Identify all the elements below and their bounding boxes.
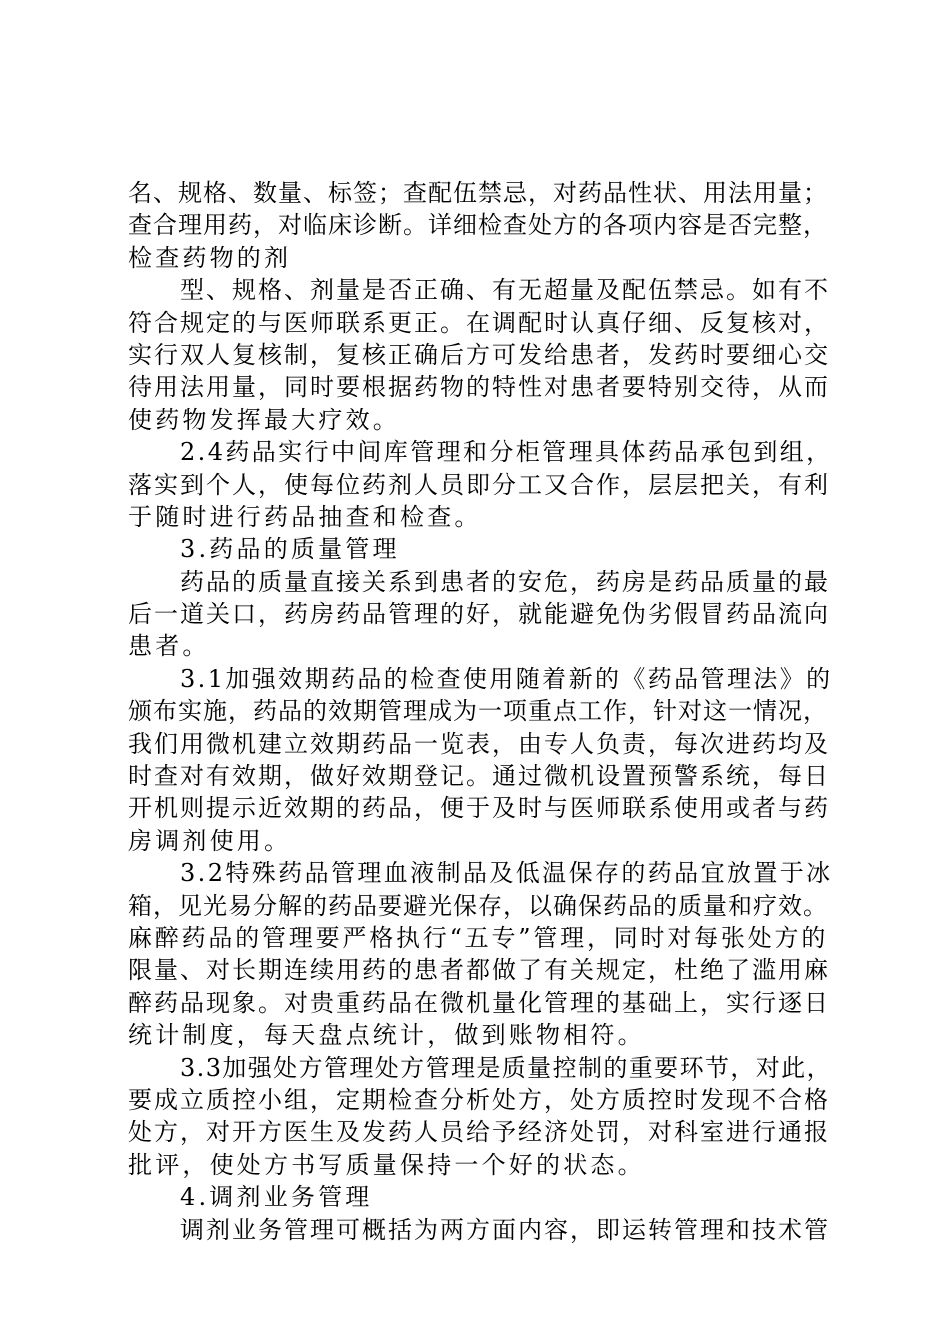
text-line: 房调剂使用。 bbox=[128, 826, 292, 855]
text-line: 实行双人复核制，复核正确后方可发给患者，发药时要细心交 bbox=[128, 340, 830, 369]
text-line: 批评，使处方书写质量保持一个好的状态。 bbox=[128, 1150, 645, 1179]
text-line: 箱，见光易分解的药品要避光保存，以确保药品的质量和疗效。 bbox=[128, 891, 828, 920]
text-line: 统计制度，每天盘点统计，做到账物相符。 bbox=[128, 1021, 645, 1050]
text-line: 3.2特殊药品管理血液制品及低温保存的药品宜放置于冰 bbox=[180, 859, 833, 888]
text-line: 2.4药品实行中间库管理和分柜管理具体药品承包到组， bbox=[180, 438, 833, 467]
text-line: 后一道关口，药房药品管理的好，就能避免伪劣假冒药品流向 bbox=[128, 600, 830, 629]
text-line: 检查药物的剂 bbox=[128, 243, 292, 272]
text-line: 型、规格、剂量是否正确、有无超量及配伍禁忌。如有不 bbox=[180, 276, 830, 305]
text-line: 处方，对开方医生及发药人员给予经济处罚，对科室进行通报 bbox=[128, 1118, 830, 1147]
text-line: 颁布实施，药品的效期管理成为一项重点工作，针对这一情况， bbox=[128, 697, 828, 726]
text-line: 3.1加强效期药品的检查使用随着新的《药品管理法》的 bbox=[180, 664, 833, 693]
section-heading: 3.药品的质量管理 bbox=[180, 535, 400, 564]
text-line: 限量、对长期连续用药的患者都做了有关规定，杜绝了滥用麻 bbox=[128, 956, 830, 985]
text-line: 3.3加强处方管理处方管理是质量控制的重要环节，对此， bbox=[180, 1053, 832, 1082]
text-line: 符合规定的与医师联系更正。在调配时认真仔细、反复核对， bbox=[128, 308, 830, 337]
document-body bbox=[128, 177, 833, 1246]
text-line: 醉药品现象。对贵重药品在微机量化管理的基础上，实行逐日 bbox=[128, 988, 830, 1017]
text-line: 患者。 bbox=[128, 632, 210, 661]
text-line: 调剂业务管理可概括为两方面内容，即运转管理和技术管 bbox=[180, 1215, 830, 1244]
text-line: 开机则提示近效期的药品，便于及时与医师联系使用或者与药 bbox=[128, 794, 830, 823]
text-line: 要成立质控小组，定期检查分析处方，处方质控时发现不合格 bbox=[128, 1085, 830, 1114]
text-line: 药品的质量直接关系到患者的安危，药房是药品质量的最 bbox=[180, 567, 830, 596]
section-heading: 4.调剂业务管理 bbox=[180, 1183, 373, 1212]
text-line: 落实到个人，使每位药剂人员即分工又合作，层层把关，有利 bbox=[128, 470, 830, 499]
text-line: 我们用微机建立效期药品一览表，由专人负责，每次进药均及 bbox=[128, 729, 830, 758]
text-line: 查合理用药，对临床诊断。详细检查处方的各项内容是否完整， bbox=[128, 211, 828, 240]
text-line: 于随时进行药品抽查和检查。 bbox=[128, 502, 482, 531]
text-line: 麻醉药品的管理要严格执行“五专”管理，同时对每张处方的 bbox=[128, 923, 829, 952]
text-line: 待用法用量，同时要根据药物的特性对患者要特别交待，从而 bbox=[128, 373, 830, 402]
text-line: 名、规格、数量、标签；查配伍禁忌，对药品性状、用法用量； bbox=[128, 179, 828, 207]
text-line: 使药物发挥最大疗效。 bbox=[128, 405, 400, 434]
text-line: 时查对有效期，做好效期登记。通过微机设置预警系统，每日 bbox=[128, 762, 830, 791]
